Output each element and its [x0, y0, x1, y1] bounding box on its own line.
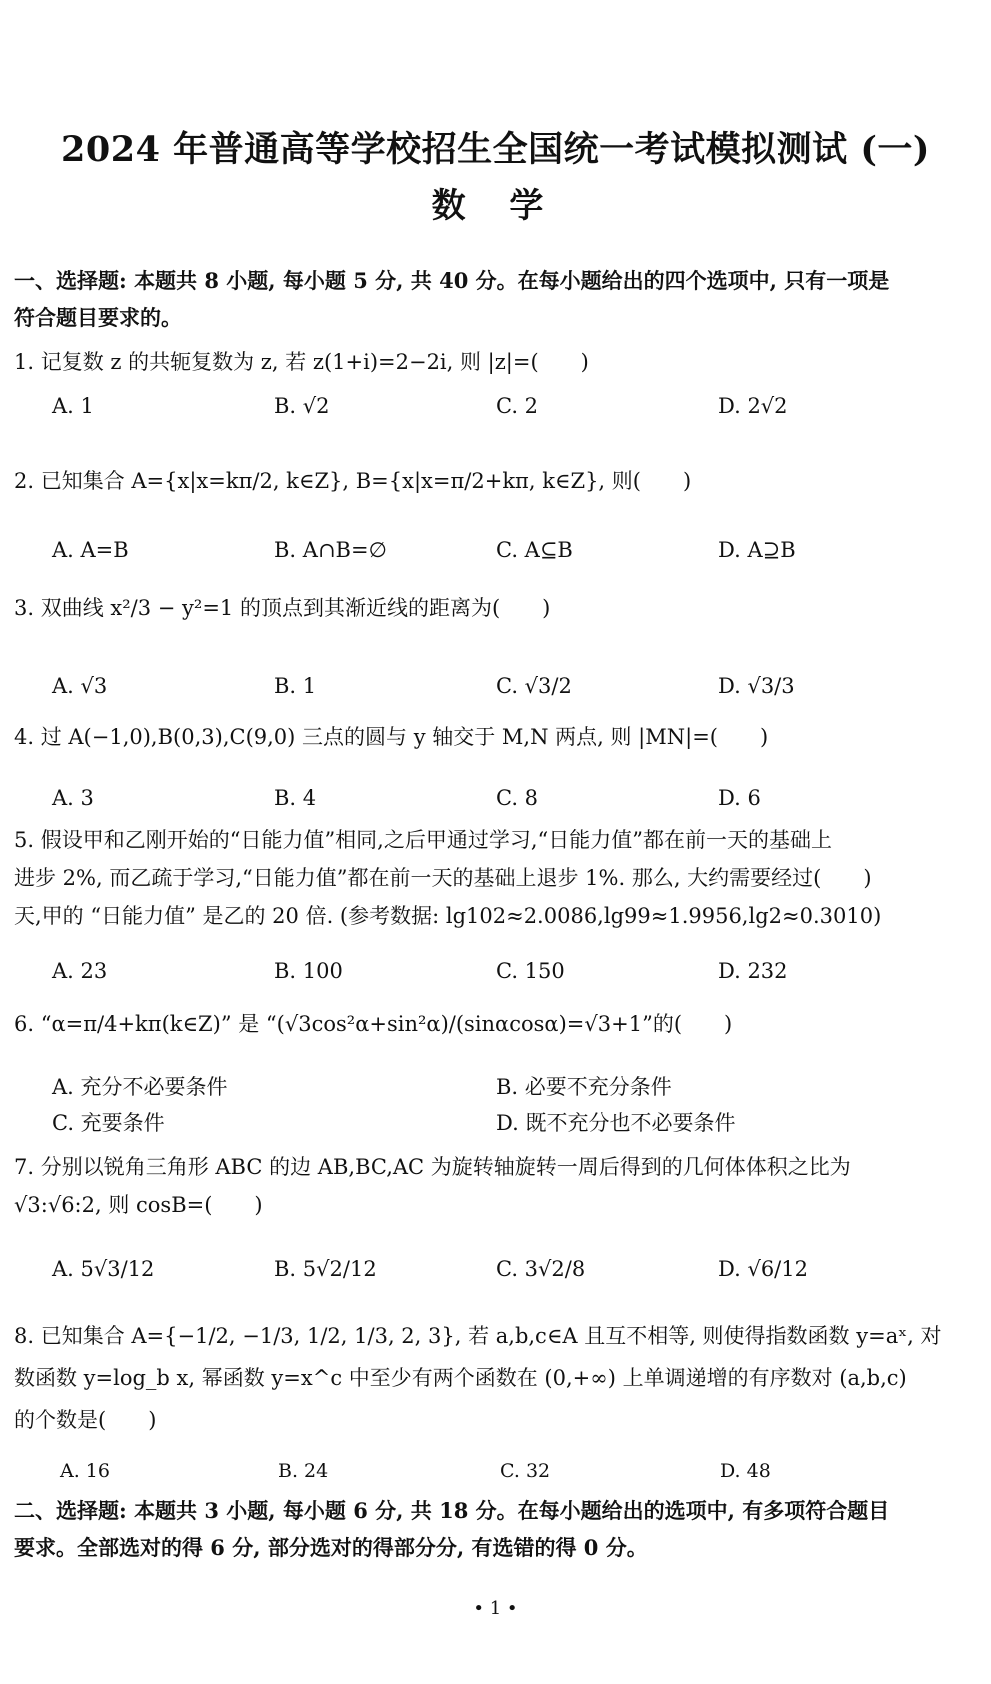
option-a: A. 3: [52, 786, 94, 810]
option-c: C. 2: [496, 394, 539, 418]
option-a: A. 5√3/12: [52, 1257, 155, 1281]
question-3-options: [0, 662, 991, 710]
option-b: B. √2: [274, 394, 330, 418]
question-5-line-1: 5. 假设甲和乙刚开始的“日能力值”相同,之后甲通过学习,“日能力值”都在前一天的基础上: [14, 828, 833, 852]
exam-title: 2024 年普通高等学校招生全国统一考试模拟测试 (一): [61, 129, 930, 170]
option-b: B. 4: [274, 786, 317, 810]
option-b: B. 必要不充分条件: [496, 1075, 672, 1099]
subject-title: 数 学: [431, 186, 560, 226]
option-a: A. 16: [60, 1460, 110, 1482]
question-6-options-row-2: [0, 1104, 991, 1140]
option-c: C. A⊆B: [496, 538, 573, 562]
question-5-stem: [14, 821, 980, 935]
option-c: C. √3/2: [496, 674, 572, 698]
option-d: D. √6/12: [718, 1257, 808, 1281]
option-d: D. √3/3: [718, 674, 795, 698]
question-2-options: [0, 526, 991, 574]
option-d: D. 48: [720, 1460, 771, 1482]
option-a: A. A=B: [52, 538, 129, 562]
question-7-options: [0, 1245, 991, 1293]
option-a: A. 23: [52, 959, 108, 983]
question-8-stem: [14, 1315, 980, 1441]
question-3-stem: 3. 双曲线 x²/3 − y²=1 的顶点到其渐近线的距离为( ): [14, 596, 551, 620]
option-c: C. 32: [500, 1460, 551, 1482]
option-a: A. 1: [52, 394, 94, 418]
section-1-instructions: [14, 262, 982, 336]
question-4-stem: 4. 过 A(−1,0),B(0,3),C(9,0) 三点的圆与 y 轴交于 M,N 两点, 则 |MN|=( ): [14, 725, 769, 749]
option-d: D. 既不充分也不必要条件: [496, 1111, 736, 1135]
section-2-line-1: 二、选择题: 本题共 3 小题, 每小题 6 分, 共 18 分。在每小题给出的选项中, 有多项符合题目: [14, 1498, 890, 1523]
option-a: A. √3: [52, 674, 108, 698]
option-c: C. 8: [496, 786, 539, 810]
question-8-options: [0, 1451, 991, 1491]
option-d: D. 232: [718, 959, 788, 983]
question-8-line-1: 8. 已知集合 A={−1/2, −1/3, 1/2, 1/3, 2, 3}, 若 a,b,c∈A 且互不相等, 则使得指数函数 y=aˣ, 对: [14, 1324, 942, 1348]
option-a: A. 充分不必要条件: [52, 1075, 228, 1099]
option-d: D. 6: [718, 786, 761, 810]
option-b: B. 100: [274, 959, 343, 983]
question-5-line-2: 进步 2%, 而乙疏于学习,“日能力值”都在前一天的基础上退步 1%. 那么, 大约需要经过( ): [14, 866, 872, 890]
question-6-options-row-1: [0, 1068, 991, 1104]
question-2-stem: 2. 已知集合 A={x|x=kπ/2, k∈Z}, B={x|x=π/2+kπ, k∈Z}, 则( ): [14, 469, 692, 493]
question-8-line-2: 数函数 y=log_b x, 幂函数 y=x^c 中至少有两个函数在 (0,+∞) 上单调递增的有序数对 (a,b,c): [14, 1366, 907, 1390]
question-6-stem: 6. “α=π/4+kπ(k∈Z)” 是 “(√3cos²α+sin²α)/(sinαcosα)=√3+1”的( ): [14, 1012, 733, 1036]
question-4-options: [0, 774, 991, 822]
option-d: D. 2√2: [718, 394, 788, 418]
question-7-line-2: √3:√6:2, 则 cosB=( ): [14, 1193, 263, 1217]
option-d: D. A⊇B: [718, 538, 796, 562]
option-c: C. 3√2/8: [496, 1257, 586, 1281]
option-b: B. A∩B=∅: [274, 538, 387, 562]
option-b: B. 5√2/12: [274, 1257, 377, 1281]
section-1-line-2: 符合题目要求的。: [14, 305, 182, 330]
page-number: • 1 •: [473, 1598, 518, 1619]
option-c: C. 150: [496, 959, 565, 983]
section-1-line-1: 一、选择题: 本题共 8 小题, 每小题 5 分, 共 40 分。在每小题给出的四个选项中, 只有一项是: [14, 268, 890, 293]
question-7-line-1: 7. 分别以锐角三角形 ABC 的边 AB,BC,AC 为旋转轴旋转一周后得到的几何体体积之比为: [14, 1155, 851, 1179]
question-5-options: [0, 947, 991, 995]
question-8-line-3: 的个数是( ): [14, 1408, 157, 1432]
question-7-stem: [14, 1148, 980, 1224]
option-b: B. 1: [274, 674, 317, 698]
question-5-line-3: 天,甲的 “日能力值” 是乙的 20 倍. (参考数据: lg102≈2.0086,lg99≈1.9956,lg2≈0.3010): [14, 904, 882, 928]
section-2-instructions: [14, 1492, 982, 1566]
question-1-options: [0, 382, 991, 430]
option-c: C. 充要条件: [52, 1111, 165, 1135]
section-2-line-2: 要求。全部选对的得 6 分, 部分选对的得部分分, 有选错的得 0 分。: [14, 1535, 648, 1560]
option-b: B. 24: [278, 1460, 329, 1482]
question-1-stem: 1. 记复数 z 的共轭复数为 z, 若 z(1+i)=2−2i, 则 |z|=( ): [14, 350, 589, 374]
